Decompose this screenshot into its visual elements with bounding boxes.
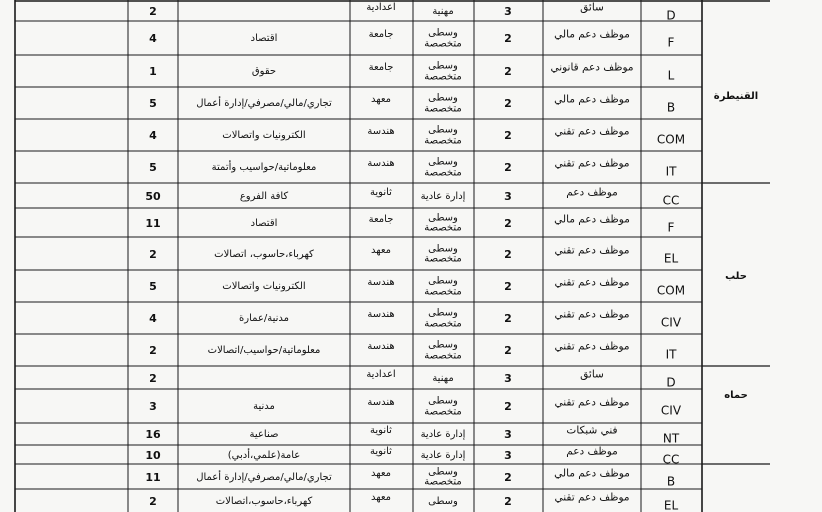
count-cell: 11 bbox=[145, 470, 161, 484]
category-cell: 2 bbox=[504, 247, 512, 261]
category-cell: 3 bbox=[504, 428, 512, 442]
certificate-cell: معهد bbox=[370, 244, 392, 256]
job-title-cell: سائق bbox=[580, 367, 604, 380]
certificate-cell: معهد bbox=[370, 93, 392, 105]
job-title-cell: فني شبكات bbox=[566, 424, 618, 437]
count-cell: 16 bbox=[145, 428, 161, 442]
level-cell: وسطى متخصصة bbox=[424, 92, 462, 114]
job-title-cell: موظف دعم تقني bbox=[554, 308, 630, 321]
certificate-cell: معهد bbox=[370, 467, 392, 479]
count-cell: 3 bbox=[149, 400, 157, 414]
code-cell: NT bbox=[662, 431, 680, 446]
specialization-cell: كهرباء،حاسوب، اتصالات bbox=[214, 248, 314, 260]
category-cell: 3 bbox=[504, 189, 512, 203]
job-title-cell: موظف دعم تقني bbox=[554, 157, 630, 170]
count-cell: 4 bbox=[149, 32, 157, 46]
level-cell: وسطى متخصصة bbox=[424, 212, 462, 234]
code-cell: CC bbox=[662, 193, 680, 208]
specialization-cell: صناعية bbox=[249, 428, 279, 440]
certificate-cell: هندسة bbox=[367, 340, 395, 352]
level-cell: وسطى متخصصة bbox=[424, 275, 462, 297]
code-cell: D bbox=[666, 375, 676, 390]
job-title-cell: موظف دعم قانوني bbox=[550, 61, 634, 74]
level-cell: مهنية bbox=[432, 5, 454, 17]
specialization-cell: عامة(علمي،أدبي) bbox=[227, 449, 301, 461]
category-cell: 2 bbox=[504, 400, 512, 414]
code-cell: EL bbox=[663, 498, 679, 512]
job-title-cell: موظف دعم تقني bbox=[554, 125, 630, 138]
level-cell: وسطى متخصصة bbox=[424, 243, 462, 265]
code-cell: IT bbox=[665, 164, 677, 179]
level-cell: وسطى متخصصة bbox=[424, 124, 462, 146]
code-cell: IT bbox=[665, 347, 677, 362]
certificate-cell: اعدادية bbox=[366, 1, 396, 13]
specialization-cell: كافة الفروع bbox=[239, 190, 289, 202]
specialization-cell: كهرباء،حاسوب،اتصالات bbox=[215, 495, 313, 507]
count-cell: 2 bbox=[149, 247, 157, 261]
code-cell: CC bbox=[662, 452, 680, 467]
certificate-cell: ثانوية bbox=[370, 186, 392, 198]
category-cell: 2 bbox=[504, 344, 512, 358]
certificate-cell: جامعة bbox=[368, 28, 394, 40]
category-cell: 2 bbox=[504, 280, 512, 294]
count-cell: 5 bbox=[149, 161, 157, 175]
category-cell: 2 bbox=[504, 216, 512, 230]
job-title-cell: سائق bbox=[580, 0, 604, 13]
count-cell: 2 bbox=[149, 344, 157, 358]
category-cell: 3 bbox=[504, 371, 512, 385]
code-cell: D bbox=[666, 8, 676, 23]
governorate-cell: حماه bbox=[724, 389, 748, 401]
job-title-cell: موظف دعم مالي bbox=[554, 466, 630, 479]
count-cell: 2 bbox=[149, 494, 157, 508]
specialization-cell: مدنية/عمارة bbox=[239, 312, 289, 324]
specialization-cell: اقتصاد bbox=[250, 32, 278, 44]
category-cell: 2 bbox=[504, 32, 512, 46]
certificate-cell: هندسة bbox=[367, 125, 395, 137]
category-cell: 2 bbox=[504, 97, 512, 111]
specialization-cell: الكترونيات واتصالات bbox=[222, 129, 306, 141]
code-cell: L bbox=[667, 68, 675, 83]
certificate-cell: هندسة bbox=[367, 308, 395, 320]
level-cell: إدارة عادية bbox=[420, 190, 466, 202]
code-cell: COM bbox=[656, 283, 686, 298]
job-title-cell: موظف دعم تقني bbox=[554, 490, 630, 503]
specialization-cell: حقوق bbox=[251, 65, 277, 77]
job-title-cell: موظف دعم مالي bbox=[554, 28, 630, 41]
level-cell: وسطى متخصصة bbox=[424, 60, 462, 82]
level-cell: وسطى متخصصة bbox=[424, 27, 462, 49]
governorate-cell: القنيطرة bbox=[713, 90, 759, 102]
governorate-cell: حلب bbox=[725, 270, 747, 282]
specialization-cell: اقتصاد bbox=[250, 217, 278, 229]
level-cell: إدارة عادية bbox=[420, 428, 466, 440]
code-cell: CIV bbox=[660, 403, 682, 418]
specialization-cell: تجاري/مالي/مصرفي/إدارة أعمال bbox=[196, 97, 332, 109]
certificate-cell: ثانوية bbox=[370, 445, 392, 457]
level-cell: وسطى متخصصة bbox=[424, 466, 462, 488]
count-cell: 2 bbox=[149, 371, 157, 385]
count-cell: 2 bbox=[149, 4, 157, 18]
category-cell: 2 bbox=[504, 65, 512, 79]
level-cell: وسطى متخصصة bbox=[424, 339, 462, 361]
certificate-cell: هندسة bbox=[367, 396, 395, 408]
level-cell: وسطى متخصصة bbox=[424, 395, 462, 417]
code-cell: B bbox=[666, 100, 676, 115]
code-cell: F bbox=[667, 220, 675, 235]
specialization-cell: الكترونيات واتصالات bbox=[222, 280, 306, 292]
job-title-cell: موظف دعم تقني bbox=[554, 276, 630, 289]
job-title-cell: موظف دعم مالي bbox=[554, 212, 630, 225]
code-cell: CIV bbox=[660, 315, 682, 330]
specialization-cell: معلوماتية/حواسيب وأتمتة bbox=[211, 161, 317, 173]
category-cell: 3 bbox=[504, 448, 512, 462]
level-cell: وسطى متخصصة bbox=[424, 307, 462, 329]
count-cell: 11 bbox=[145, 216, 161, 230]
job-title-cell: موظف دعم bbox=[566, 185, 618, 198]
job-title-cell: موظف دعم مالي bbox=[554, 93, 630, 106]
level-cell: وسطى متخصصة bbox=[424, 156, 462, 178]
certificate-cell: اعدادية bbox=[366, 368, 396, 380]
level-cell: وسطى bbox=[428, 495, 458, 507]
code-cell: B bbox=[666, 474, 676, 489]
count-cell: 10 bbox=[145, 448, 161, 462]
count-cell: 1 bbox=[149, 65, 157, 79]
count-cell: 5 bbox=[149, 97, 157, 111]
category-cell: 2 bbox=[504, 470, 512, 484]
job-title-cell: موظف دعم bbox=[566, 444, 618, 457]
specialization-cell: معلوماتية/حواسيب/اتصالات bbox=[207, 344, 321, 356]
code-cell: EL bbox=[663, 251, 679, 266]
count-cell: 50 bbox=[145, 189, 161, 203]
count-cell: 4 bbox=[149, 312, 157, 326]
category-cell: 2 bbox=[504, 161, 512, 175]
specialization-cell: مدنية bbox=[253, 400, 275, 412]
certificate-cell: معهد bbox=[370, 491, 392, 503]
certificate-cell: هندسة bbox=[367, 157, 395, 169]
job-title-cell: موظف دعم تقني bbox=[554, 243, 630, 256]
job-title-cell: موظف دعم تقني bbox=[554, 396, 630, 409]
category-cell: 2 bbox=[504, 494, 512, 508]
count-cell: 4 bbox=[149, 129, 157, 143]
job-title-cell: موظف دعم تقني bbox=[554, 340, 630, 353]
category-cell: 2 bbox=[504, 129, 512, 143]
certificate-cell: هندسة bbox=[367, 276, 395, 288]
certificate-cell: ثانوية bbox=[370, 424, 392, 436]
certificate-cell: جامعة bbox=[368, 61, 394, 73]
level-cell: مهنية bbox=[432, 372, 454, 384]
level-cell: إدارة عادية bbox=[420, 449, 466, 461]
certificate-cell: جامعة bbox=[368, 213, 394, 225]
code-cell: COM bbox=[656, 132, 686, 147]
category-cell: 3 bbox=[504, 4, 512, 18]
category-cell: 2 bbox=[504, 312, 512, 326]
code-cell: F bbox=[667, 35, 675, 50]
count-cell: 5 bbox=[149, 280, 157, 294]
specialization-cell: تجاري/مالي/مصرفي/إدارة أعمال bbox=[196, 471, 332, 483]
